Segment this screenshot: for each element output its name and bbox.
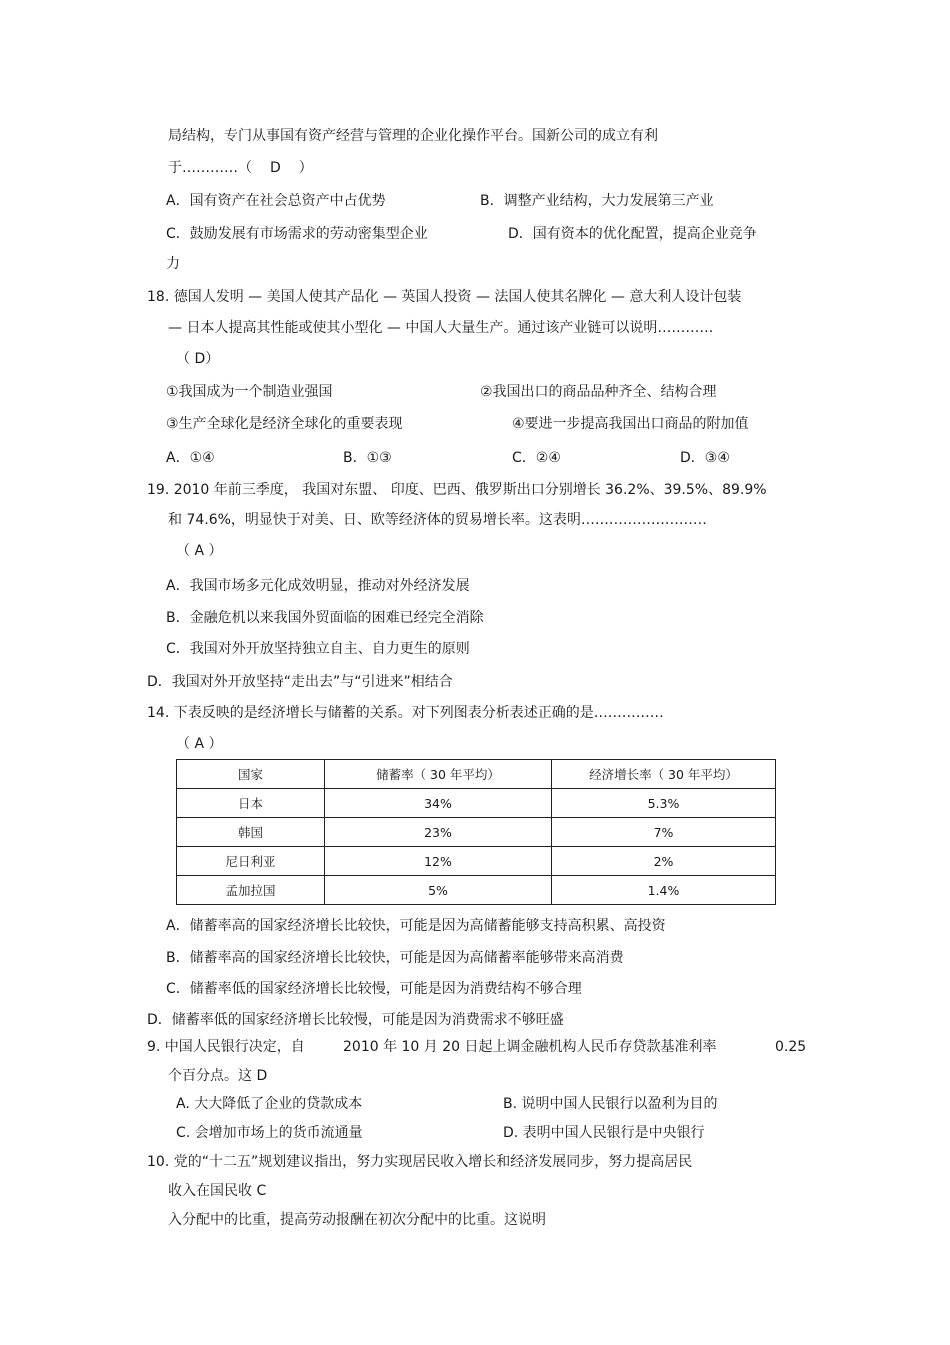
q19-option-b: B．金融危机以来我国外贸面临的困难已经完全消除 bbox=[166, 610, 484, 626]
q10-line3: 入分配中的比重，提高劳动报酬在初次分配中的比重。这说明 bbox=[168, 1212, 546, 1228]
q18-option-a: A．①④ bbox=[166, 450, 215, 466]
q9-option-a: A. 大大降低了企业的贷款成本 bbox=[176, 1096, 363, 1112]
table-row bbox=[177, 876, 776, 905]
q14-option-c: C．储蓄率低的国家经济增长比较慢，可能是因为消费结构不够合理 bbox=[166, 981, 582, 997]
q9-line1-b: 2010 年 10 月 20 日起上调金融机构人民币存贷款基准利率 bbox=[343, 1039, 717, 1055]
savings-growth-table bbox=[176, 759, 776, 905]
q-prev-option-d: D．国有资本的优化配置，提高企业竞争 bbox=[508, 226, 757, 242]
table-cell: 尼日利亚 bbox=[177, 847, 325, 876]
table-cell: 日本 bbox=[177, 789, 325, 818]
q9-option-c: C. 会增加市场上的货币流通量 bbox=[176, 1125, 363, 1141]
table-cell: 7% bbox=[552, 818, 776, 847]
table-header-cell: 储蓄率（ 30 年平均） bbox=[325, 760, 552, 789]
q19-option-c: C．我国对外开放坚持独立自主、自力更生的原则 bbox=[166, 641, 470, 657]
table-row bbox=[177, 847, 776, 876]
q9-line2: 个百分点。这 D bbox=[168, 1068, 268, 1084]
q-prev-answer: D bbox=[270, 160, 281, 176]
q19-line1: 19. 2010 年前三季度， 我国对东盟、 印度、巴西、俄罗斯出口分别增长 36.2%、39.5%、89.9% bbox=[147, 482, 767, 498]
q-prev-option-a: A．国有资产在社会总资产中占优势 bbox=[166, 193, 386, 209]
q18-item-3: ③生产全球化是经济全球化的重要表现 bbox=[166, 416, 403, 432]
q18-option-c: C．②④ bbox=[512, 450, 561, 466]
table-cell: 23% bbox=[325, 818, 552, 847]
table-header-cell: 国家 bbox=[177, 760, 325, 789]
q19-option-a: A．我国市场多元化成效明显，推动对外经济发展 bbox=[166, 578, 470, 594]
q14-option-b: B．储蓄率高的国家经济增长比较快，可能是因为高储蓄率能够带来高消费 bbox=[166, 950, 624, 966]
table-cell: 1.4% bbox=[552, 876, 776, 905]
q-prev-option-b: B．调整产业结构，大力发展第三产业 bbox=[480, 193, 714, 209]
q18-item-1: ①我国成为一个制造业强国 bbox=[166, 384, 333, 400]
q18-line2: — 日本人提高其性能或使其小型化 — 中国人大量生产。通过该产业链可以说明………… bbox=[168, 320, 714, 336]
q10-line2: 收入在国民收 C bbox=[168, 1183, 267, 1199]
q-prev-line2 bbox=[168, 159, 313, 177]
q10-line1: 10. 党的“十二五”规划建议指出，努力实现居民收入增长和经济发展同步，努力提高居民 bbox=[147, 1154, 693, 1170]
table-row bbox=[177, 818, 776, 847]
q18-answer: （ D） bbox=[176, 351, 220, 367]
q-prev-line2-prefix: 于…………（ bbox=[168, 160, 252, 176]
table-cell: 2% bbox=[552, 847, 776, 876]
q9-option-b: B. 说明中国人民银行以盈利为目的 bbox=[503, 1096, 718, 1112]
q14-option-d: D．储蓄率低的国家经济增长比较慢，可能是因为消费需求不够旺盛 bbox=[147, 1012, 564, 1028]
q18-option-b: B．①③ bbox=[343, 450, 392, 466]
q-prev-line2-suffix: ） bbox=[298, 160, 313, 176]
table-cell: 34% bbox=[325, 789, 552, 818]
q18-line1: 18. 德国人发明 — 美国人使其产品化 — 英国人投资 — 法国人使其名牌化 — 意大利人设计包装 bbox=[147, 289, 742, 305]
table-cell: 5% bbox=[325, 876, 552, 905]
table-header-row bbox=[177, 760, 776, 789]
q-prev-line1: 局结构，专门从事国有资产经营与管理的企业化操作平台。国新公司的成立有利 bbox=[168, 128, 658, 144]
q14-line1: 14. 下表反映的是经济增长与储蓄的关系。对下列图表分析表述正确的是…………… bbox=[147, 705, 664, 721]
q9-option-d: D. 表明中国人民银行是中央银行 bbox=[503, 1125, 705, 1141]
table-cell: 韩国 bbox=[177, 818, 325, 847]
table-header-cell: 经济增长率（ 30 年平均） bbox=[552, 760, 776, 789]
q19-answer: （ A ） bbox=[176, 543, 223, 559]
q18-item-2: ②我国出口的商品品种齐全、结构合理 bbox=[480, 384, 717, 400]
q14-answer: （ A ） bbox=[176, 736, 223, 752]
q14-option-a: A．储蓄率高的国家经济增长比较快，可能是因为高储蓄能够支持高积累、高投资 bbox=[166, 918, 666, 934]
q19-line2: 和 74.6%，明显快于对美、日、欧等经济体的贸易增长率。这表明……………………… bbox=[168, 512, 707, 528]
q-prev-option-c: C．鼓励发展有市场需求的劳动密集型企业 bbox=[166, 226, 428, 242]
q18-option-d: D．③④ bbox=[680, 450, 730, 466]
table-cell: 12% bbox=[325, 847, 552, 876]
q9-line1-a: 9. 中国人民银行决定，自 bbox=[147, 1039, 305, 1055]
table-cell: 孟加拉国 bbox=[177, 876, 325, 905]
q19-option-d: D．我国对外开放坚持“走出去”与“引进来”相结合 bbox=[147, 674, 453, 690]
q9-line1-c: 0.25 bbox=[775, 1039, 807, 1055]
table-cell: 5.3% bbox=[552, 789, 776, 818]
table-row bbox=[177, 789, 776, 818]
q18-item-4: ④要进一步提高我国出口商品的附加值 bbox=[512, 416, 749, 432]
q-prev-option-d-cont: 力 bbox=[166, 256, 180, 272]
